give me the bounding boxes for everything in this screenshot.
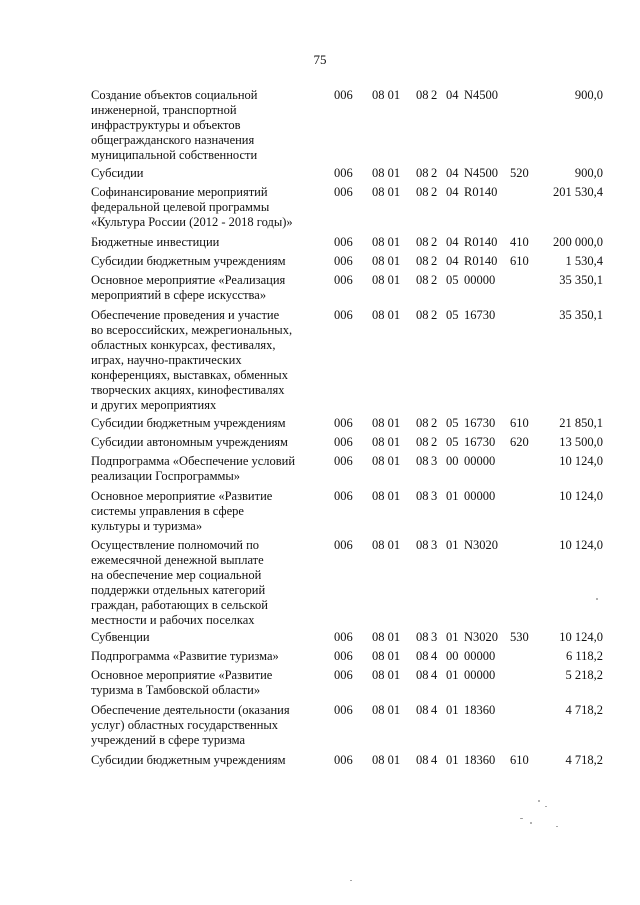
row-ved: 006	[334, 185, 353, 199]
row-rz: 08 01	[372, 753, 401, 767]
row-subprogram: 3	[431, 538, 438, 552]
row-name: Создание объектов социальной инженерной, транспортной инфраструктуры и объектов общегражданского назначения муниципальной собственности	[91, 88, 258, 162]
row-ved: 006	[334, 88, 353, 102]
row-name: Основное мероприятие «Реализация мероприятий в сфере искусства»	[91, 273, 286, 302]
row-program: 08	[416, 254, 429, 268]
row-sum: 10 124,0	[559, 538, 603, 552]
row-vr: 410	[510, 235, 529, 249]
row-vr: 610	[510, 753, 529, 767]
row-subprogram: 4	[431, 753, 438, 767]
row-rz: 08 01	[372, 235, 401, 249]
row-sum: 35 350,1	[559, 308, 603, 322]
row-event: 05	[446, 435, 459, 449]
row-name: Подпрограмма «Развитие туризма»	[91, 649, 279, 663]
row-event: 01	[446, 703, 459, 717]
row-ved: 006	[334, 435, 353, 449]
row-ved: 006	[334, 273, 353, 287]
row-ved: 006	[334, 668, 353, 682]
row-sum: 10 124,0	[559, 630, 603, 644]
row-direction: 16730	[464, 435, 496, 449]
row-direction: 00000	[464, 668, 496, 682]
row-name: Подпрограмма «Обеспечение условий реализации Госпрограммы»	[91, 454, 296, 483]
row-direction: N3020	[464, 630, 499, 644]
scan-speck	[538, 800, 540, 802]
row-rz: 08 01	[372, 435, 401, 449]
row-program: 08	[416, 649, 429, 663]
row-vr: 620	[510, 435, 529, 449]
row-sum: 5 218,2	[565, 668, 603, 682]
row-direction: 00000	[464, 454, 496, 468]
row-sum: 10 124,0	[559, 454, 603, 468]
row-program: 08	[416, 185, 429, 199]
row-event: 04	[446, 88, 459, 102]
row-sum: 1 530,4	[565, 254, 603, 268]
row-event: 01	[446, 753, 459, 767]
row-ved: 006	[334, 489, 353, 503]
scan-speck	[556, 826, 558, 827]
row-event: 04	[446, 166, 459, 180]
row-direction: R0140	[464, 254, 498, 268]
row-ved: 006	[334, 703, 353, 717]
row-program: 08	[416, 166, 429, 180]
row-subprogram: 4	[431, 668, 438, 682]
row-sum: 4 718,2	[565, 753, 603, 767]
row-rz: 08 01	[372, 489, 401, 503]
row-subprogram: 2	[431, 166, 438, 180]
row-rz: 08 01	[372, 88, 401, 102]
row-name: Осуществление полномочий по ежемесячной денежной выплате на обеспечение мер социальной поддержки отдельных категорий граждан, работающих в сельской местности и рабочих поселках	[91, 538, 268, 627]
row-program: 08	[416, 703, 429, 717]
row-subprogram: 3	[431, 489, 438, 503]
row-event: 01	[446, 538, 459, 552]
row-direction: 16730	[464, 308, 496, 322]
row-event: 00	[446, 454, 459, 468]
row-ved: 006	[334, 166, 353, 180]
row-subprogram: 3	[431, 454, 438, 468]
row-event: 05	[446, 308, 459, 322]
row-direction: 18360	[464, 703, 496, 717]
row-ved: 006	[334, 630, 353, 644]
page-number: 75	[313, 52, 327, 67]
row-rz: 08 01	[372, 416, 401, 430]
row-sum: 10 124,0	[559, 489, 603, 503]
row-rz: 08 01	[372, 668, 401, 682]
row-event: 04	[446, 235, 459, 249]
row-sum: 900,0	[574, 88, 603, 102]
row-name: Обеспечение проведения и участие во всероссийских, межрегиональных, областных конкурсах, фестивалях, играх, научно-практических конференциях, выставках, обменных творческих акциях, кинофестивалях и других мероприятиях	[91, 308, 293, 412]
row-direction: R0140	[464, 235, 498, 249]
row-ved: 006	[334, 254, 353, 268]
row-sum: 6 118,2	[565, 649, 603, 663]
row-sum: 21 850,1	[559, 416, 603, 430]
row-subprogram: 4	[431, 703, 438, 717]
row-name: Основное мероприятие «Развитие системы управления в сфере культуры и туризма»	[91, 489, 273, 533]
row-ved: 006	[334, 235, 353, 249]
row-program: 08	[416, 273, 429, 287]
row-program: 08	[416, 435, 429, 449]
row-sum: 200 000,0	[553, 235, 603, 249]
row-rz: 08 01	[372, 454, 401, 468]
row-subprogram: 3	[431, 630, 438, 644]
scan-speck	[350, 880, 352, 881]
row-direction: 00000	[464, 489, 496, 503]
row-rz: 08 01	[372, 630, 401, 644]
row-subprogram: 2	[431, 435, 438, 449]
row-event: 05	[446, 416, 459, 430]
scan-speck	[520, 818, 523, 819]
row-subprogram: 2	[431, 235, 438, 249]
row-direction: N3020	[464, 538, 499, 552]
row-program: 08	[416, 416, 429, 430]
row-direction: 16730	[464, 416, 496, 430]
row-ved: 006	[334, 416, 353, 430]
row-vr: 610	[510, 254, 529, 268]
row-program: 08	[416, 668, 429, 682]
row-vr: 530	[510, 630, 529, 644]
row-direction: 00000	[464, 273, 496, 287]
row-event: 04	[446, 185, 459, 199]
row-rz: 08 01	[372, 273, 401, 287]
row-sum: 900,0	[574, 166, 603, 180]
row-sum: 4 718,2	[565, 703, 603, 717]
row-direction: N4500	[464, 88, 499, 102]
row-name: Субвенции	[91, 630, 150, 644]
row-program: 08	[416, 88, 429, 102]
row-sum: 35 350,1	[559, 273, 603, 287]
row-subprogram: 2	[431, 308, 438, 322]
row-rz: 08 01	[372, 166, 401, 180]
row-program: 08	[416, 235, 429, 249]
row-name: Субсидии бюджетным учреждениям	[91, 254, 286, 268]
row-vr: 520	[510, 166, 529, 180]
row-program: 08	[416, 454, 429, 468]
row-name: Субсидии автономным учреждениям	[91, 435, 288, 449]
row-event: 01	[446, 630, 459, 644]
row-ved: 006	[334, 538, 353, 552]
row-event: 01	[446, 489, 459, 503]
row-subprogram: 2	[431, 273, 438, 287]
row-name: Основное мероприятие «Развитие туризма в Тамбовской области»	[91, 668, 273, 697]
row-program: 08	[416, 630, 429, 644]
row-direction: R0140	[464, 185, 498, 199]
row-subprogram: 2	[431, 254, 438, 268]
row-rz: 08 01	[372, 308, 401, 322]
row-program: 08	[416, 753, 429, 767]
row-name: Субсидии	[91, 166, 144, 180]
row-rz: 08 01	[372, 649, 401, 663]
scan-speck	[545, 806, 547, 807]
row-name: Софинансирование мероприятий федеральной целевой программы «Культура России (2012 - 2018 годы)»	[91, 185, 293, 229]
row-name: Обеспечение деятельности (оказания услуг) областных государственных учреждений в сфере туризма	[91, 703, 290, 747]
scan-speck	[530, 822, 532, 824]
row-program: 08	[416, 489, 429, 503]
row-direction: 00000	[464, 649, 496, 663]
row-event: 01	[446, 668, 459, 682]
row-subprogram: 2	[431, 88, 438, 102]
row-rz: 08 01	[372, 185, 401, 199]
row-subprogram: 2	[431, 185, 438, 199]
row-program: 08	[416, 538, 429, 552]
row-direction: 18360	[464, 753, 496, 767]
row-name: Субсидии бюджетным учреждениям	[91, 416, 286, 430]
row-event: 00	[446, 649, 459, 663]
row-event: 05	[446, 273, 459, 287]
row-sum: 13 500,0	[559, 435, 603, 449]
row-vr: 610	[510, 416, 529, 430]
row-sum: 201 530,4	[553, 185, 603, 199]
row-rz: 08 01	[372, 538, 401, 552]
row-ved: 006	[334, 308, 353, 322]
row-rz: 08 01	[372, 254, 401, 268]
row-name: Субсидии бюджетным учреждениям	[91, 753, 286, 767]
row-subprogram: 2	[431, 416, 438, 430]
row-ved: 006	[334, 753, 353, 767]
row-rz: 08 01	[372, 703, 401, 717]
row-name: Бюджетные инвестиции	[91, 235, 220, 249]
row-subprogram: 4	[431, 649, 438, 663]
row-program: 08	[416, 308, 429, 322]
row-ved: 006	[334, 454, 353, 468]
row-direction: N4500	[464, 166, 499, 180]
row-ved: 006	[334, 649, 353, 663]
row-event: 04	[446, 254, 459, 268]
scan-speck	[596, 598, 598, 600]
